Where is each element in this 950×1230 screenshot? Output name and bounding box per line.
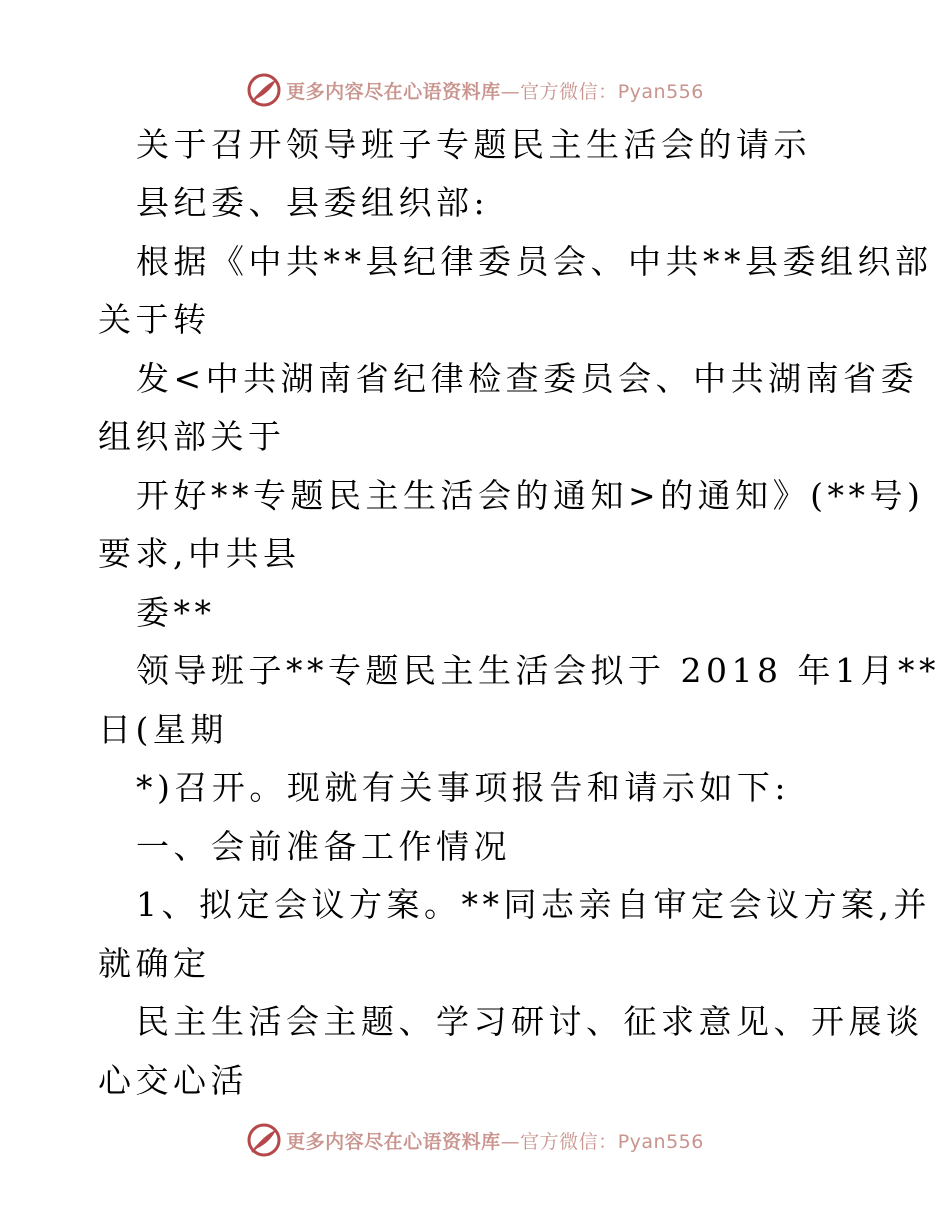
quill-logo-icon [246,1122,282,1158]
watermark-text [286,77,704,104]
doc-line: 委** [136,593,216,632]
doc-line: 民主生活会主题、学习研讨、征求意见、开展谈 [136,1002,924,1041]
doc-line: 领导班子**专题民主生活会拟于 2018 年1月** [136,651,940,690]
watermark-wechat-label: 官方微信： [520,1130,618,1153]
doc-heading: 一、会前准备工作情况 [136,827,511,866]
watermark-banner-bottom [0,1120,950,1160]
doc-line: 就确定 [98,944,211,983]
doc-line: 1、拟定会议方案。**同志亲自审定会议方案,并 [136,885,931,924]
doc-line: *)召开。现就有关事项报告和请示如下: [136,768,790,807]
doc-line: 要求,中共县 [98,534,301,573]
watermark-wechat-id: Pyan556 [617,80,704,103]
doc-line: 根据《中共**县纪律委员会、中共**县委组织部 [136,242,933,281]
doc-line: 县纪委、县委组织部: [136,183,490,222]
doc-line: 日(星期 [98,710,228,749]
watermark-wechat-label: 官方微信： [520,80,618,103]
watermark-brand: 更多内容尽在心语资料库 [286,1130,501,1153]
watermark-dash: — [500,80,521,103]
doc-line: 组织部关于 [98,417,286,456]
doc-title: 关于召开领导班子专题民主生活会的请示 [136,125,811,164]
doc-line: 开好**专题民主生活会的通知>的通知》(**号) [136,476,925,515]
watermark-wechat-id: Pyan556 [617,1130,704,1153]
watermark-text [286,1127,704,1154]
doc-line: 心交心活 [98,1061,248,1100]
doc-line: 关于转 [98,300,211,339]
doc-line: 发<中共湖南省纪律检查委员会、中共湖南省委 [136,359,919,398]
watermark-banner-top [0,70,950,110]
quill-logo-icon [246,72,282,108]
watermark-dash: — [500,1130,521,1153]
watermark-brand: 更多内容尽在心语资料库 [286,80,501,103]
